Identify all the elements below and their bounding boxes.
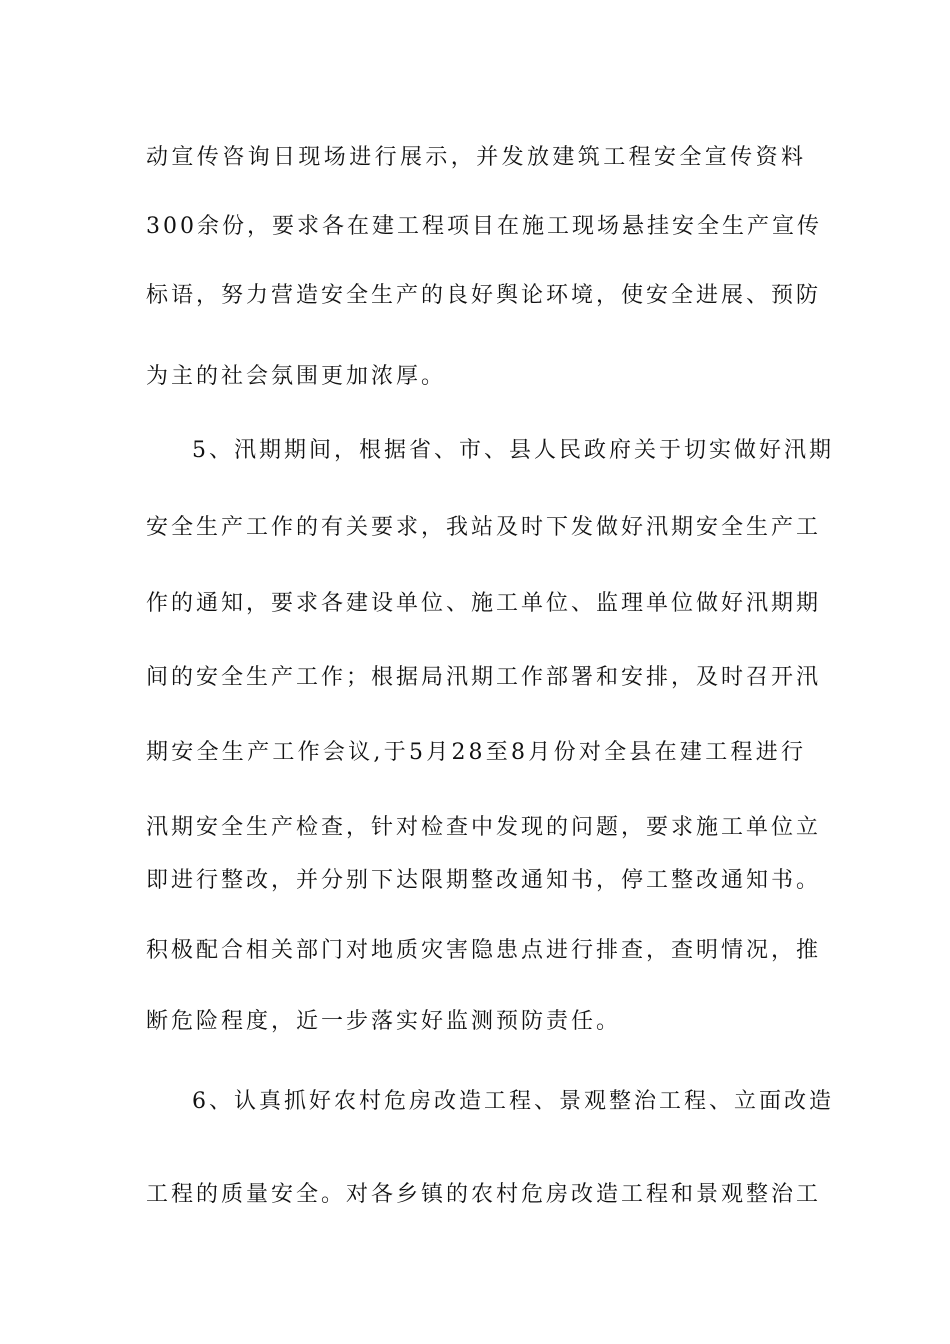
text-line-11: 即进行整改，并分别下达限期整改通知书，停工整改通知书。 [146, 868, 822, 893]
text-line-2: 300余份，要求各在建工程项目在施工现场悬挂安全生产宣传 [146, 214, 822, 239]
text-line-9: 期安全生产工作会议,于5月28至8月份对全县在建工程进行 [146, 740, 806, 765]
text-line-15: 工程的质量安全。对各乡镇的农村危房改造工程和景观整治工 [146, 1182, 822, 1207]
text-line-13: 断危险程度，近一步落实好监测预防责任。 [146, 1009, 622, 1034]
text-line-1: 动宣传咨询日现场进行展示，并发放建筑工程安全宣传资料 [146, 145, 806, 170]
text-line-4: 为主的社会氛围更加浓厚。 [146, 364, 447, 389]
text-line-12: 积极配合相关部门对地质灾害隐患点进行排查，查明情况，推 [146, 938, 822, 963]
paragraph-5-line-1: 5、汛期期间，根据省、市、县人民政府关于切实做好汛期 [192, 438, 834, 463]
paragraph-6-line-1: 6、认真抓好农村危房改造工程、景观整治工程、立面改造 [192, 1089, 834, 1114]
text-line-3: 标语，努力营造安全生产的良好舆论环境，使安全进展、预防 [146, 283, 822, 308]
text-line-6: 安全生产工作的有关要求，我站及时下发做好汛期安全生产工 [146, 515, 822, 540]
text-line-8: 间的安全生产工作；根据局汛期工作部署和安排，及时召开汛 [146, 665, 822, 690]
text-line-7: 作的通知，要求各建设单位、施工单位、监理单位做好汛期期 [146, 591, 822, 616]
text-line-10: 汛期安全生产检查，针对检查中发现的问题，要求施工单位立 [146, 815, 822, 840]
